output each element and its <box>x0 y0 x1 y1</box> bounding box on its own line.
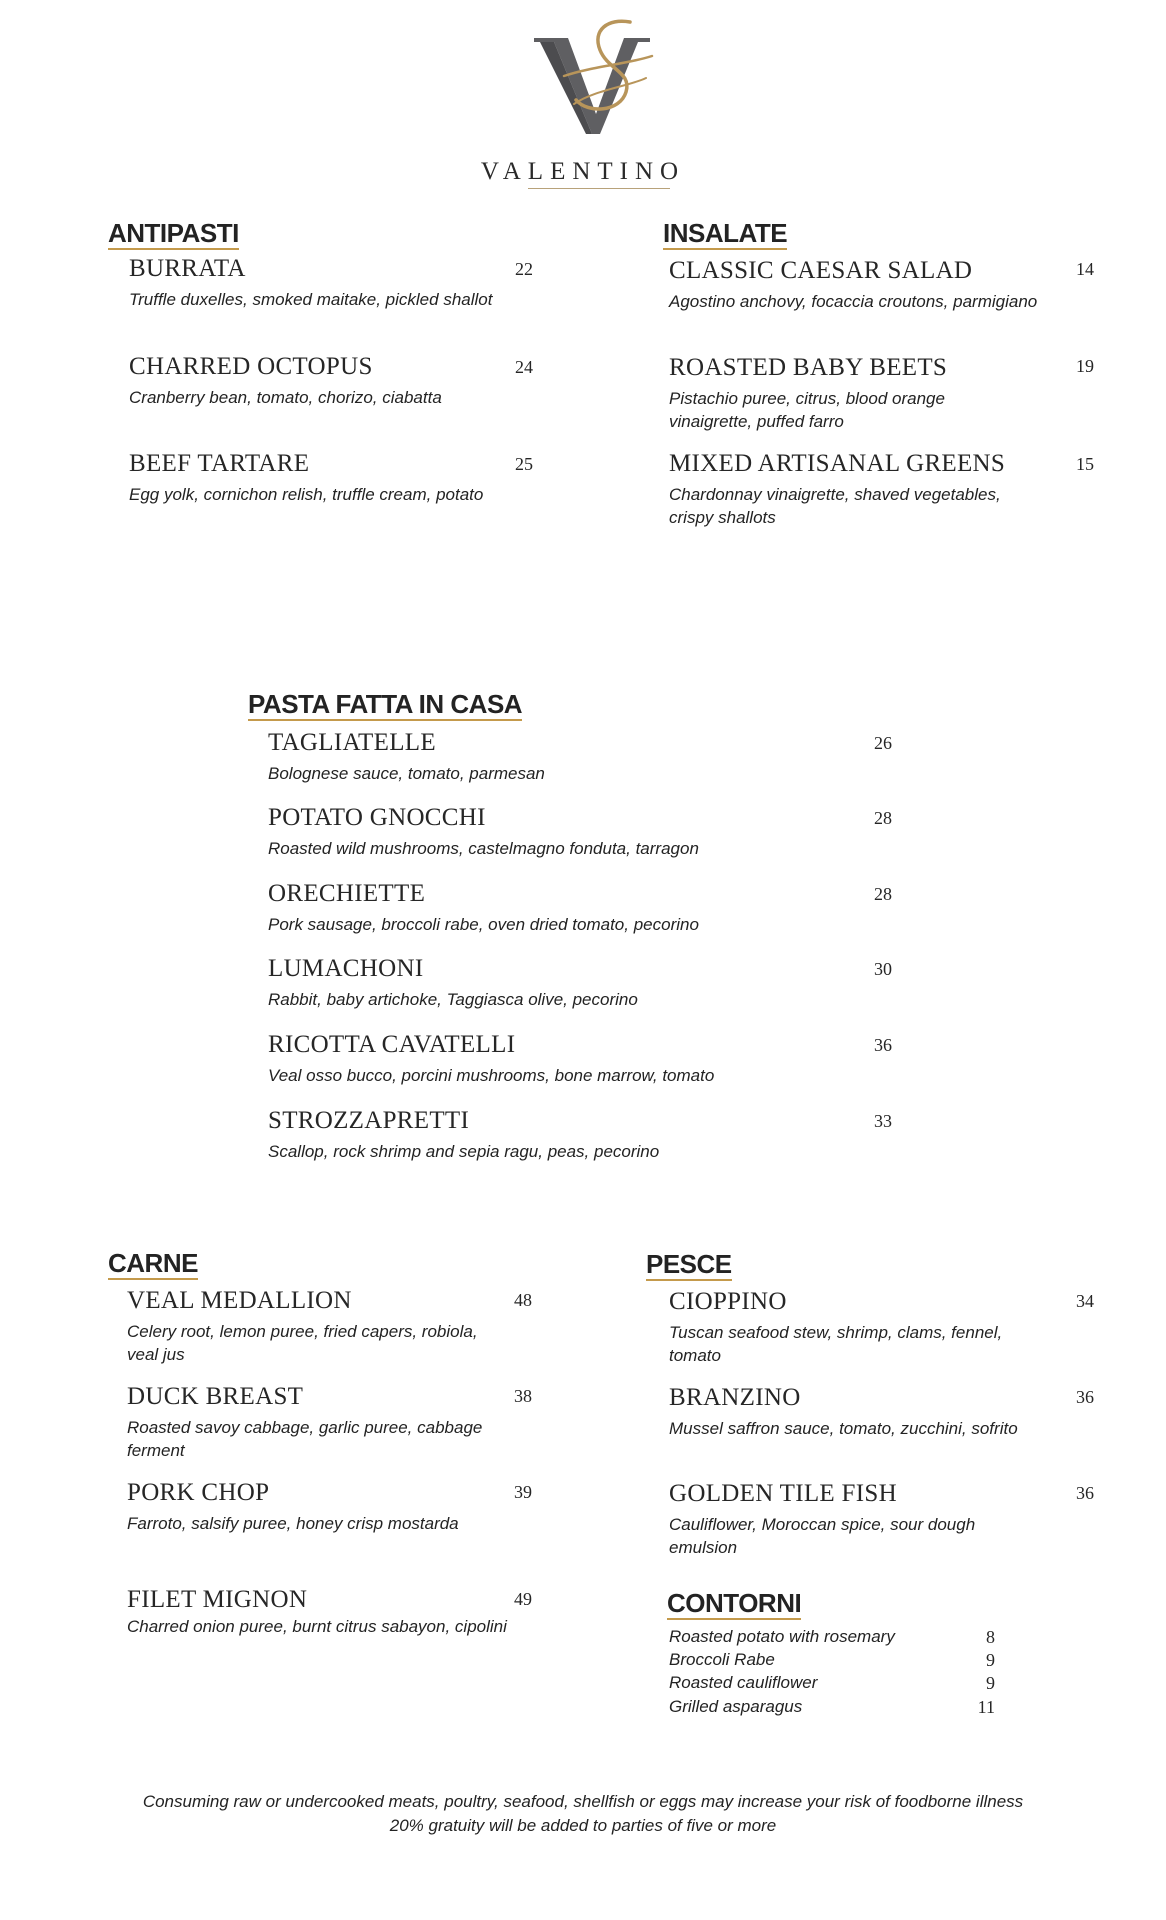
item-description: Roasted wild mushrooms, castelmagno fonduta, tarragon <box>268 839 699 858</box>
item-description: Cauliflower, Moroccan spice, sour dough emulsion <box>669 1515 976 1557</box>
item-description: Cranberry bean, tomato, chorizo, ciabatta <box>129 388 442 407</box>
item-description: Pork sausage, broccoli rabe, oven dried tomato, pecorino <box>268 915 699 934</box>
item-name: FILET MIGNON <box>127 1586 308 1613</box>
item-description: Pistachio puree, citrus, blood orange vinaigrette, puffed farro <box>669 389 945 431</box>
item-description: Farroto, salsify puree, honey crisp mostarda <box>127 1514 459 1533</box>
item-name: DUCK BREAST <box>127 1383 304 1410</box>
item-description: Veal osso bucco, porcini mushrooms, bone marrow, tomato <box>268 1066 715 1085</box>
item-name: PORK CHOP <box>127 1479 270 1506</box>
item-description: Mussel saffron sauce, tomato, zucchini, sofrito <box>669 1419 1018 1438</box>
menu-item-charred-octopus <box>129 352 509 409</box>
item-description: Agostino anchovy, focaccia croutons, parmigiano <box>669 292 1038 311</box>
item-description: Charred onion puree, burnt citrus sabayon, cipolini <box>127 1617 507 1636</box>
menu-item-classic-caesar-salad <box>669 256 1049 313</box>
item-price: 39 <box>514 1482 532 1502</box>
item-price: 36 <box>1076 1483 1094 1503</box>
menu-item-lumachoni <box>268 954 768 1011</box>
section-title-antipasti: ANTIPASTI <box>108 218 239 248</box>
side-item-name: Grilled asparagus <box>669 1697 803 1716</box>
item-description: Scallop, rock shrimp and sepia ragu, peas, pecorino <box>268 1142 660 1161</box>
footer-disclaimer: Consuming raw or undercooked meats, poultry, seafood, shellfish or eggs may increase your risk of foodborne illness <box>142 1792 1024 1811</box>
side-item-name: Roasted potato with rosemary <box>669 1627 895 1646</box>
side-item <box>669 1697 995 1720</box>
brand-underline <box>528 188 670 189</box>
item-price: 48 <box>514 1290 532 1310</box>
section-title-pesce: PESCE <box>646 1249 732 1279</box>
item-description: Celery root, lemon puree, fried capers, robiola, veal jus <box>127 1322 478 1364</box>
item-name: LUMACHONI <box>268 955 424 982</box>
item-description: Bolognese sauce, tomato, parmesan <box>268 764 545 783</box>
menu-item-beef-tartare <box>129 449 489 506</box>
item-description: Chardonnay vinaigrette, shaved vegetables, crispy shallots <box>669 485 1001 527</box>
menu-item-roasted-baby-beets <box>669 353 1029 433</box>
item-price: 34 <box>1076 1291 1094 1311</box>
item-name: POTATO GNOCCHI <box>268 804 486 831</box>
item-description: Rabbit, baby artichoke, Taggiasca olive, pecorino <box>268 990 638 1009</box>
item-price: 38 <box>514 1386 532 1406</box>
menu-item-golden-tile-fish <box>669 1479 1029 1559</box>
item-name: ROASTED BABY BEETS <box>669 354 948 381</box>
item-name: BURRATA <box>129 255 246 282</box>
item-price: 25 <box>515 454 533 474</box>
menu-item-pork-chop <box>127 1478 507 1535</box>
menu-item-ricotta-cavatelli <box>268 1030 768 1087</box>
side-item-price: 9 <box>986 1673 995 1693</box>
menu-item-potato-gnocchi <box>268 803 768 860</box>
item-price: 19 <box>1076 356 1094 376</box>
section-title-insalate: INSALATE <box>663 218 788 248</box>
item-name: BRANZINO <box>669 1384 801 1411</box>
valentino-v-monogram-icon <box>534 16 664 136</box>
item-name: GOLDEN TILE FISH <box>669 1480 897 1507</box>
menu-item-duck-breast <box>127 1382 507 1462</box>
menu-item-burrata <box>129 254 509 311</box>
item-description: Tuscan seafood stew, shrimp, clams, fennel, tomato <box>669 1323 1003 1365</box>
menu-item-filet-mignon <box>127 1585 507 1638</box>
item-name: ORECHIETTE <box>268 880 426 907</box>
side-item-price: 9 <box>986 1650 995 1670</box>
item-price: 36 <box>1076 1387 1094 1407</box>
brand-name: VALENTINO <box>480 158 686 185</box>
item-price: 28 <box>874 808 892 828</box>
item-price: 28 <box>874 884 892 904</box>
item-name: TAGLIATELLE <box>268 729 436 756</box>
side-item <box>669 1673 995 1696</box>
item-name: MIXED ARTISANAL GREENS <box>669 450 1006 477</box>
item-name: STROZZAPRETTI <box>268 1107 470 1134</box>
menu-item-branzino <box>669 1383 1029 1440</box>
item-price: 30 <box>874 959 892 979</box>
side-item <box>669 1650 995 1673</box>
item-description: Egg yolk, cornichon relish, truffle cream, potato <box>129 485 484 504</box>
menu-item-tagliatelle <box>268 728 768 785</box>
footer-gratuity-note: 20% gratuity will be added to parties of five or more <box>389 1816 777 1835</box>
item-price: 14 <box>1076 259 1094 279</box>
item-price: 24 <box>515 357 533 377</box>
section-title-pasta: PASTA FATTA IN CASA <box>248 689 523 719</box>
menu-item-cioppino <box>669 1287 1049 1367</box>
side-item <box>669 1627 995 1650</box>
side-item-price: 11 <box>977 1697 995 1717</box>
item-name: BEEF TARTARE <box>129 450 310 477</box>
item-price: 26 <box>874 733 892 753</box>
section-title-carne: CARNE <box>108 1248 198 1278</box>
item-price: 49 <box>514 1589 532 1609</box>
item-name: CHARRED OCTOPUS <box>129 353 373 380</box>
item-name: VEAL MEDALLION <box>127 1287 352 1314</box>
item-description: Truffle duxelles, smoked maitake, pickled shallot <box>129 290 493 309</box>
item-price: 22 <box>515 259 533 279</box>
item-price: 33 <box>874 1111 892 1131</box>
side-item-price: 8 <box>986 1627 995 1647</box>
item-name: CLASSIC CAESAR SALAD <box>669 257 973 284</box>
item-name: RICOTTA CAVATELLI <box>268 1031 516 1058</box>
item-price: 15 <box>1076 454 1094 474</box>
menu-item-orechiette <box>268 879 768 936</box>
item-price: 36 <box>874 1035 892 1055</box>
side-item-name: Broccoli Rabe <box>669 1650 775 1669</box>
side-item-name: Roasted cauliflower <box>669 1673 818 1692</box>
menu-item-veal-medallion <box>127 1286 507 1366</box>
menu-item-mixed-artisanal-greens <box>669 449 1049 529</box>
menu-item-strozzapretti <box>268 1106 768 1163</box>
item-name: CIOPPINO <box>669 1288 787 1315</box>
item-description: Roasted savoy cabbage, garlic puree, cabbage ferment <box>127 1418 483 1460</box>
section-title-contorni: CONTORNI <box>667 1588 802 1618</box>
